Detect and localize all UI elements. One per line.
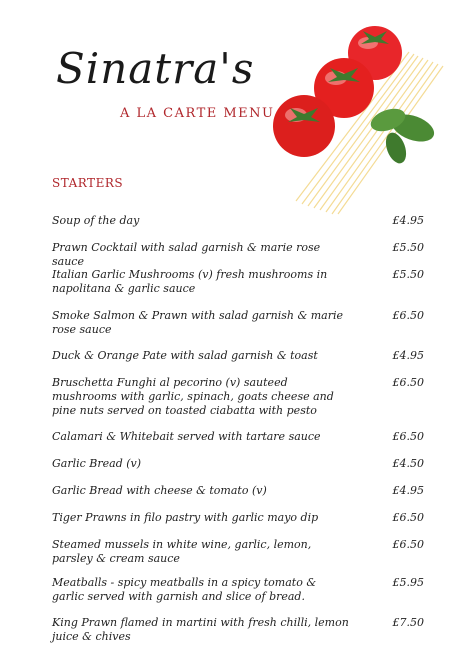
menu-item xyxy=(52,376,424,418)
menu-item-price: £6.50 xyxy=(392,376,424,389)
menu-item-name: King Prawn flamed in martini with fresh chilli, lemon juice & chives xyxy=(52,616,349,643)
menu-item-price: £6.50 xyxy=(392,538,424,551)
menu-item-name: Soup of the day xyxy=(52,214,140,227)
menu-item xyxy=(52,616,424,644)
menu-item-name: Prawn Cocktail with salad garnish & marie rose sauce xyxy=(52,241,321,268)
menu-item-name: Calamari & Whitebait served with tartare sauce xyxy=(52,430,321,443)
menu-item xyxy=(52,214,424,228)
menu-item-price: £6.50 xyxy=(392,511,424,524)
menu-item-name: Meatballs - spicy meatballs in a spicy tomato & garlic served with garnish and slice of bread. xyxy=(52,576,317,603)
menu-item-price: £5.50 xyxy=(392,268,424,281)
menu-item-name: Garlic Bread (v) xyxy=(52,457,142,470)
menu-item-price: £5.50 xyxy=(392,241,424,254)
menu-item xyxy=(52,511,424,525)
menu-item-price: £7.50 xyxy=(392,616,424,629)
menu-item xyxy=(52,576,424,604)
menu-item xyxy=(52,309,424,337)
menu-item-name: Tiger Prawns in filo pastry with garlic mayo dip xyxy=(52,511,319,524)
menu-subtitle: A LA CARTE MENU xyxy=(120,106,275,121)
menu-item-price: £4.95 xyxy=(392,349,424,362)
menu-item xyxy=(52,241,424,269)
menu-item-price: £5.95 xyxy=(392,576,424,589)
menu-item-name: Garlic Bread with cheese & tomato (v) xyxy=(52,484,267,497)
tomatoes-pasta-illustration xyxy=(268,18,468,218)
menu-item-name: Bruschetta Funghi al pecorino (v) sauteed mushrooms with garlic, spinach, goats cheese and pine nuts served on toasted ciabatta with pesto xyxy=(52,376,334,417)
menu-item-name: Steamed mussels in white wine, garlic, lemon, parsley & cream sauce xyxy=(52,538,312,565)
section-title-starters: STARTERS xyxy=(52,176,124,190)
menu-item-price: £4.95 xyxy=(392,214,424,227)
menu-item-price: £6.50 xyxy=(392,430,424,443)
menu-item-price: £4.50 xyxy=(392,457,424,470)
menu-item-name: Duck & Orange Pate with salad garnish & toast xyxy=(52,349,318,362)
menu-item-name: Smoke Salmon & Prawn with salad garnish & marie rose sauce xyxy=(52,309,344,336)
menu-item xyxy=(52,484,424,498)
menu-item-price: £4.95 xyxy=(392,484,424,497)
menu-item xyxy=(52,538,424,566)
restaurant-logo: Sinatra's xyxy=(56,44,255,93)
menu-item xyxy=(52,457,424,471)
menu-item-name: Italian Garlic Mushrooms (v) fresh mushrooms in napolitana & garlic sauce xyxy=(52,268,328,295)
menu-item xyxy=(52,430,424,444)
menu-item-price: £6.50 xyxy=(392,309,424,322)
menu-item xyxy=(52,349,424,363)
menu-item xyxy=(52,268,424,296)
